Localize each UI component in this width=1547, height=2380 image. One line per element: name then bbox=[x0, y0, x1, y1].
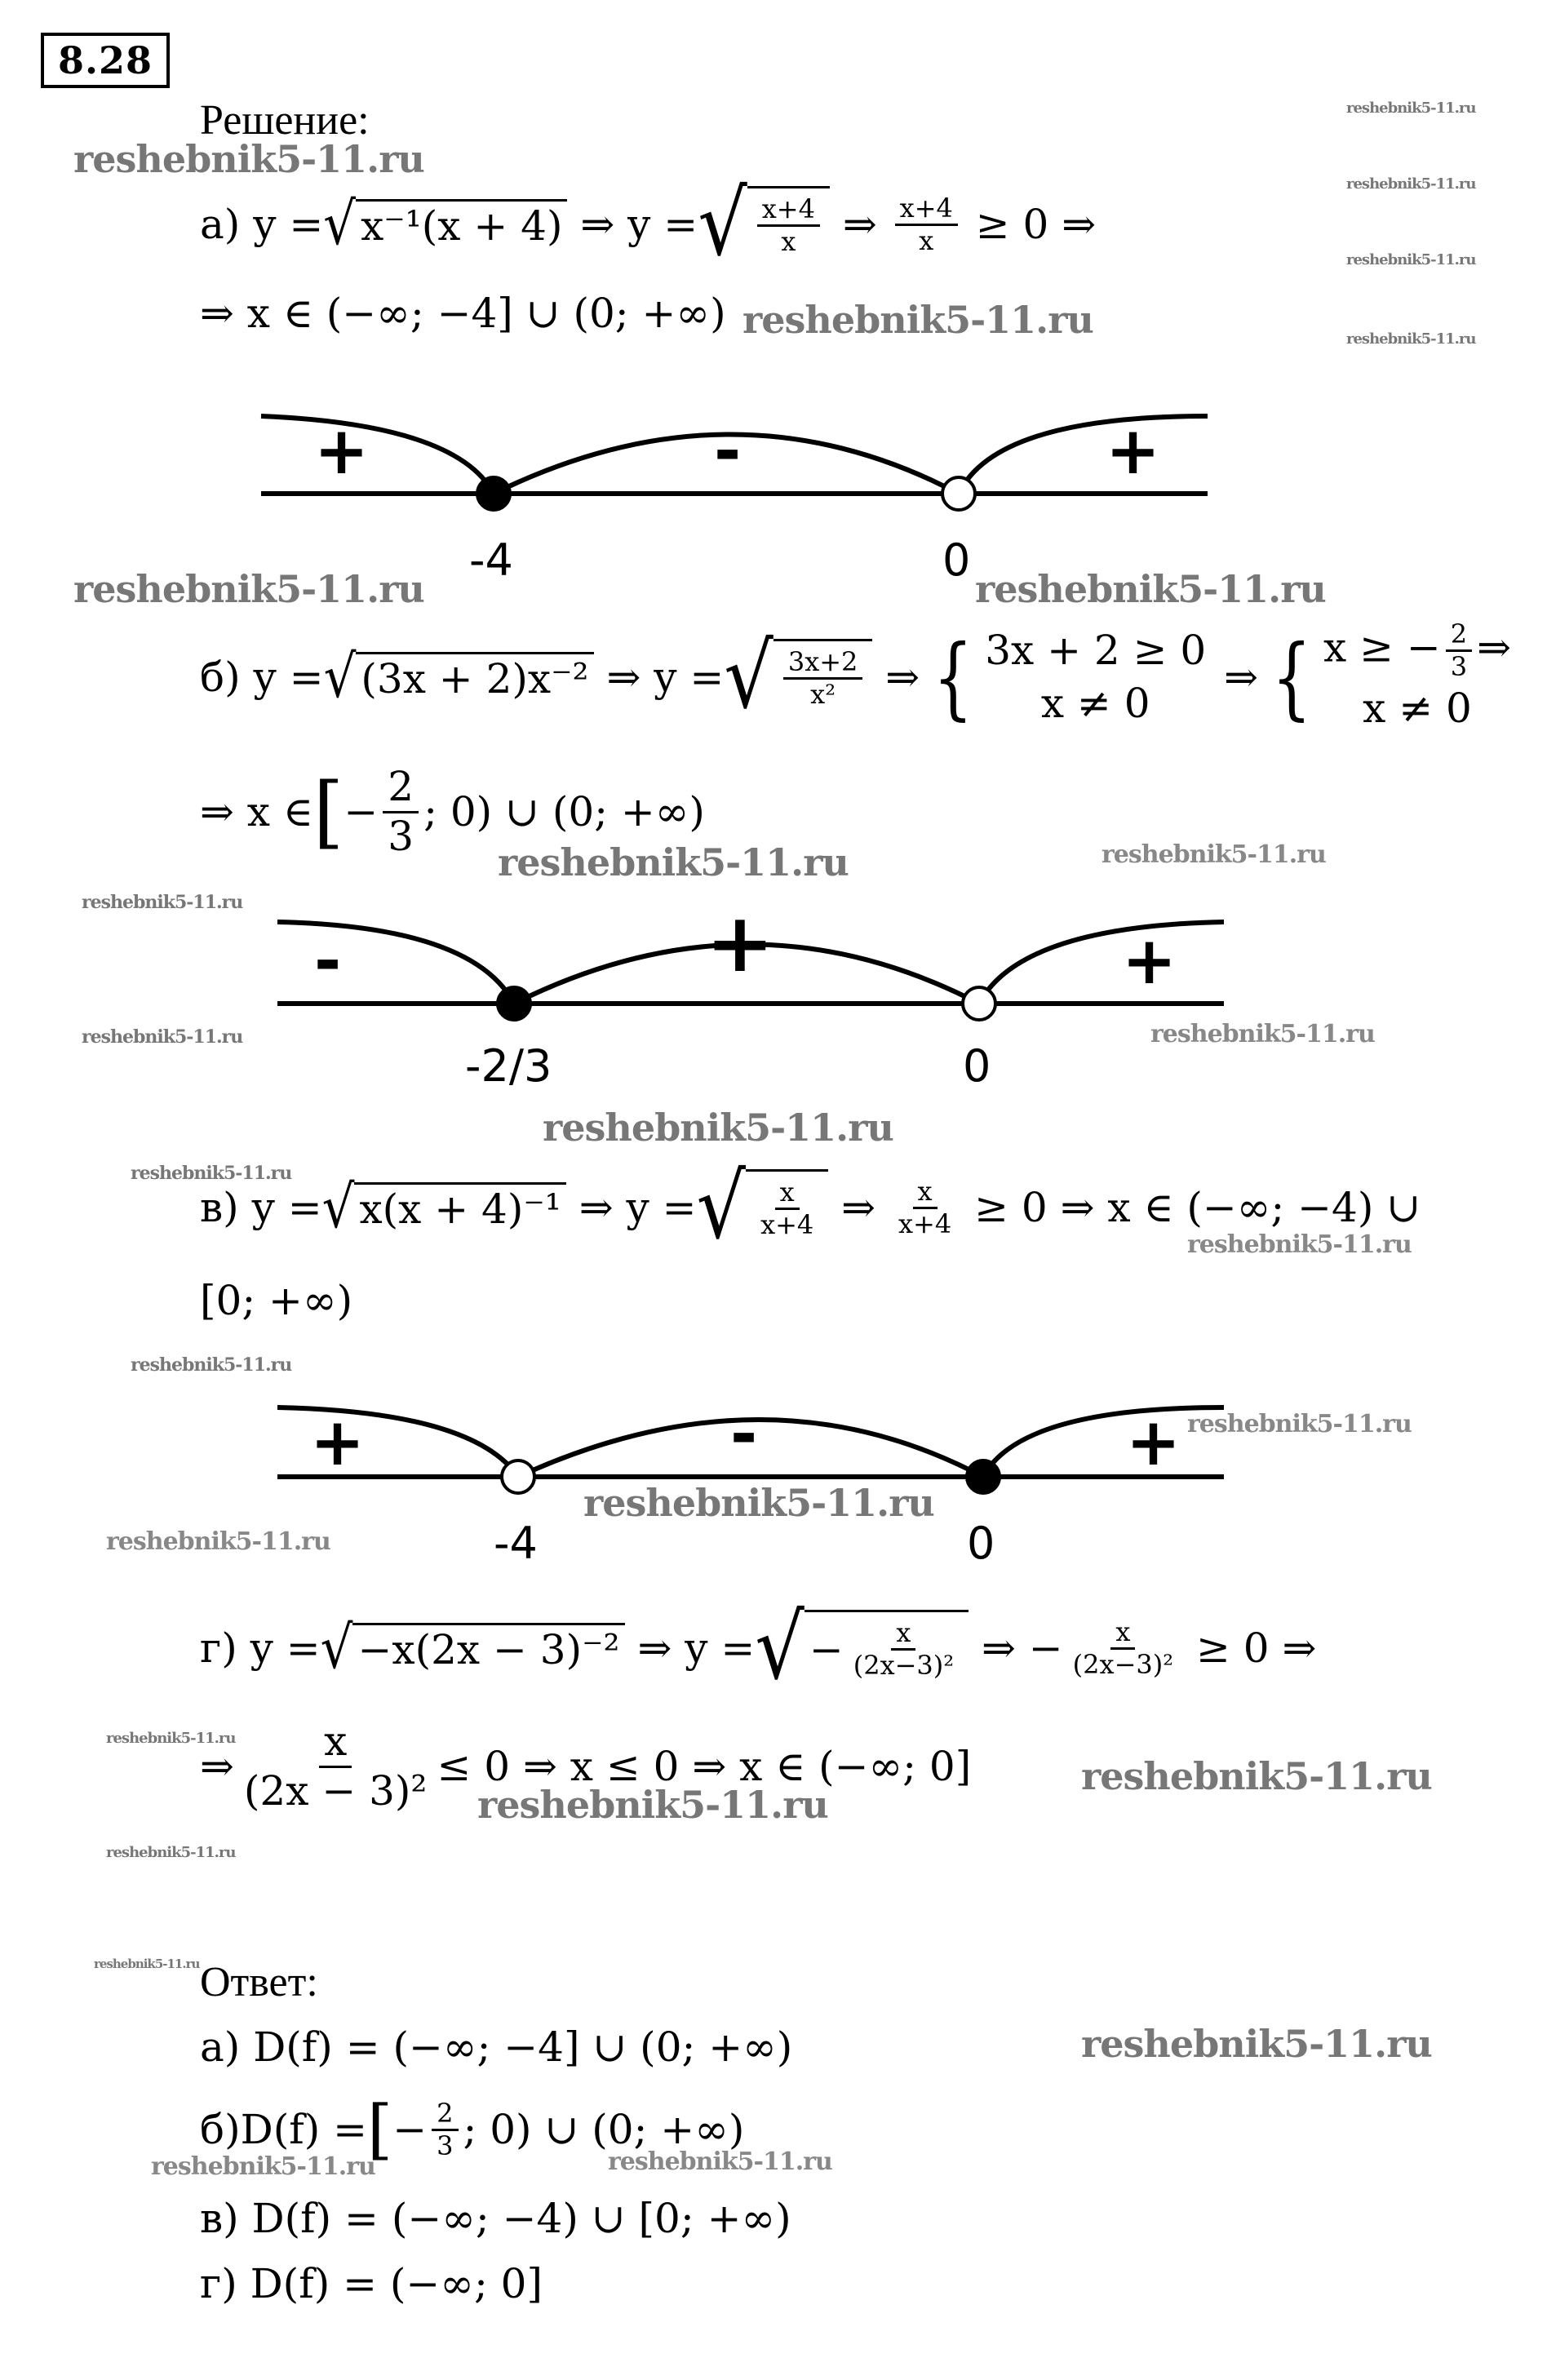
watermark: reshebnik5-11.ru bbox=[73, 137, 424, 181]
point-b-2 bbox=[963, 987, 995, 1020]
watermark: reshebnik5-11.ru bbox=[131, 1163, 292, 1184]
watermark: reshebnik5-11.ru bbox=[742, 298, 1093, 342]
part-a-cond: ≥ 0 ⇒ bbox=[975, 201, 1097, 248]
watermark: reshebnik5-11.ru bbox=[583, 1481, 934, 1525]
watermark: reshebnik5-11.ru bbox=[106, 1844, 236, 1861]
part-b-radical: √ (3x + 2)x⁻² bbox=[324, 652, 594, 703]
point-a-1 bbox=[477, 477, 510, 510]
label-b-2: 0 bbox=[963, 1040, 991, 1092]
watermark: reshebnik5-11.ru bbox=[608, 2147, 832, 2176]
sign-a-3: + bbox=[1106, 413, 1161, 489]
arc-left-b bbox=[277, 922, 514, 1004]
part-g-line1: г) y = √ −x(2x − 3)⁻² ⇒ y = √ − $\frac{x}{\text{(2x−3)²}}$ ⇒ − $\frac{x}{\text{(2x−3)²}}$ ≥ 0 ⇒ bbox=[200, 1596, 1317, 1700]
part-g-cond: ≥ 0 ⇒ bbox=[1195, 1624, 1317, 1672]
part-v-eq: y = bbox=[251, 1184, 322, 1231]
part-v-frac: $\frac{x}{x+4}$ bbox=[898, 1175, 952, 1239]
watermark: reshebnik5-11.ru bbox=[1102, 840, 1326, 869]
point-b-1 bbox=[498, 987, 530, 1020]
watermark: reshebnik5-11.ru bbox=[106, 1730, 236, 1747]
sign-v-2: - bbox=[730, 1396, 758, 1472]
label-a-1: -4 bbox=[469, 534, 513, 586]
watermark: reshebnik5-11.ru bbox=[1150, 1020, 1375, 1048]
watermark: reshebnik5-11.ru bbox=[1081, 1754, 1432, 1798]
part-v-impl: ⇒ y = bbox=[578, 1184, 697, 1231]
part-a-frac: $\frac{x+4}{x}$ bbox=[895, 193, 958, 256]
point-v-1 bbox=[502, 1460, 534, 1493]
watermark: reshebnik5-11.ru bbox=[975, 567, 1326, 611]
part-g-label: г) bbox=[200, 1624, 237, 1672]
part-g-impl: ⇒ y = bbox=[637, 1624, 756, 1672]
part-a-eq: y = bbox=[253, 201, 324, 248]
sign-chart-b bbox=[261, 889, 1257, 1101]
arc-right-a bbox=[959, 416, 1208, 494]
watermark: reshebnik5-11.ru bbox=[131, 1354, 292, 1376]
watermark: reshebnik5-11.ru bbox=[151, 2152, 375, 2181]
part-v-line1: в) y = √ x(x + 4)⁻¹ ⇒ y = √ $\frac{x}{x+4}$ ⇒ $\frac{x}{x+4}$ ≥ 0 ⇒ x ∈ (−∞; −4) ∪ bbox=[200, 1155, 1421, 1259]
part-v-radical: √ x(x + 4)⁻¹ bbox=[322, 1182, 566, 1234]
part-b-eq: y = bbox=[253, 654, 324, 701]
sign-v-3: + bbox=[1126, 1404, 1181, 1480]
label-v-1: -4 bbox=[494, 1518, 538, 1569]
part-b-line1: б) y = √ (3x + 2)x⁻² ⇒ y = √ $\frac{3x+2}{\text{x²}}$ ⇒ { 3x + 2 ≥ 0 x ≠ 0 ⇒ { x ≥ − $\frac{2}{3}$ ⇒ x ≠ 0 bbox=[200, 628, 1516, 726]
part-v-cond: ≥ 0 ⇒ x ∈ (−∞; −4) ∪ bbox=[974, 1184, 1421, 1231]
sign-a-2: - bbox=[714, 413, 742, 489]
answer-g: г) D(f) = (−∞; 0] bbox=[200, 2260, 543, 2307]
watermark: reshebnik5-11.ru bbox=[1346, 100, 1476, 117]
arc-right-b bbox=[979, 922, 1224, 1004]
part-g-eq: y = bbox=[250, 1624, 321, 1672]
answer-v: в) D(f) = (−∞; −4) ∪ [0; +∞) bbox=[200, 2195, 791, 2242]
problem-number: 8.28 bbox=[41, 33, 170, 88]
part-a-impl: ⇒ y = bbox=[580, 201, 698, 248]
label-a-2: 0 bbox=[942, 534, 971, 586]
watermark: reshebnik5-11.ru bbox=[543, 1106, 893, 1150]
part-g-line2: ⇒ $\frac{x}{\text{(2x − 3)²}}$ ≤ 0 ⇒ x ≤ 0 ⇒ x ∈ (−∞; 0] bbox=[200, 1717, 972, 1815]
watermark: reshebnik5-11.ru bbox=[1187, 1410, 1412, 1438]
sign-b-2: + bbox=[706, 895, 774, 991]
part-b-system2: { x ≥ − $\frac{2}{3}$ ⇒ x ≠ 0 bbox=[1271, 618, 1512, 732]
watermark: reshebnik5-11.ru bbox=[1346, 251, 1476, 268]
watermark: reshebnik5-11.ru bbox=[1081, 2022, 1432, 2066]
part-b-line2: ⇒ x ∈ [ − $\frac{2}{3}$ ; 0) ∪ (0; +∞) bbox=[200, 763, 705, 860]
solution-heading: Решение: bbox=[200, 97, 370, 144]
part-b-radical-frac: √ $\frac{3x+2}{\text{x²}}$ bbox=[724, 639, 872, 716]
part-b-impl: ⇒ y = bbox=[606, 654, 725, 701]
answer-b: б)D(f) = [ − $\frac{2}{3}$ ; 0) ∪ (0; +∞) bbox=[200, 2091, 745, 2167]
watermark: reshebnik5-11.ru bbox=[1187, 1230, 1412, 1259]
part-a-line2: ⇒ x ∈ (−∞; −4] ∪ (0; +∞) bbox=[200, 290, 726, 337]
watermark: reshebnik5-11.ru bbox=[477, 1783, 828, 1827]
sign-v-1: + bbox=[310, 1404, 366, 1480]
watermark: reshebnik5-11.ru bbox=[82, 892, 243, 913]
watermark: reshebnik5-11.ru bbox=[1346, 175, 1476, 193]
sign-a-1: + bbox=[314, 413, 370, 489]
part-v-line2: [0; +∞) bbox=[200, 1277, 353, 1324]
part-g-frac: $\frac{x}{\text{(2x−3)²}}$ bbox=[1072, 1615, 1174, 1680]
watermark: reshebnik5-11.ru bbox=[82, 1026, 243, 1048]
sign-b-1: - bbox=[314, 923, 342, 999]
part-g-radical-frac: √ − $\frac{x}{\text{(2x−3)²}}$ bbox=[755, 1610, 969, 1687]
sign-b-3: + bbox=[1122, 923, 1177, 999]
watermark: reshebnik5-11.ru bbox=[106, 1527, 330, 1556]
answer-a: а) D(f) = (−∞; −4] ∪ (0; +∞) bbox=[200, 2023, 793, 2071]
point-v-2 bbox=[967, 1460, 1000, 1493]
part-g-radical: √ −x(2x − 3)⁻² bbox=[321, 1623, 625, 1674]
part-a-line1: а) y = √ x⁻¹(x + 4) ⇒ y = √ $\frac{x+4}{x}$ ⇒ $\frac{x+4}{x}$ ≥ 0 ⇒ bbox=[200, 172, 1097, 276]
part-a-radical-frac: √ $\frac{x+4}{x}$ bbox=[698, 186, 830, 264]
point-a-2 bbox=[942, 477, 975, 510]
arc-left-a bbox=[261, 416, 494, 494]
watermark: reshebnik5-11.ru bbox=[498, 840, 849, 884]
part-a-label: а) bbox=[200, 201, 241, 248]
watermark: reshebnik5-11.ru bbox=[94, 1957, 200, 1971]
watermark: reshebnik5-11.ru bbox=[1346, 330, 1476, 348]
part-b-system1: { 3x + 2 ≥ 0 x ≠ 0 bbox=[933, 625, 1207, 729]
part-v-label: в) bbox=[200, 1184, 239, 1231]
label-b-1: -2/3 bbox=[465, 1040, 552, 1092]
answer-heading: Ответ: bbox=[200, 1959, 318, 2005]
part-b-label: б) bbox=[200, 654, 241, 701]
label-v-2: 0 bbox=[967, 1518, 995, 1569]
part-a-radical: √ x⁻¹(x + 4) bbox=[323, 199, 567, 250]
part-v-radical-frac: √ $\frac{x}{x+4}$ bbox=[697, 1169, 829, 1247]
watermark: reshebnik5-11.ru bbox=[73, 567, 424, 611]
